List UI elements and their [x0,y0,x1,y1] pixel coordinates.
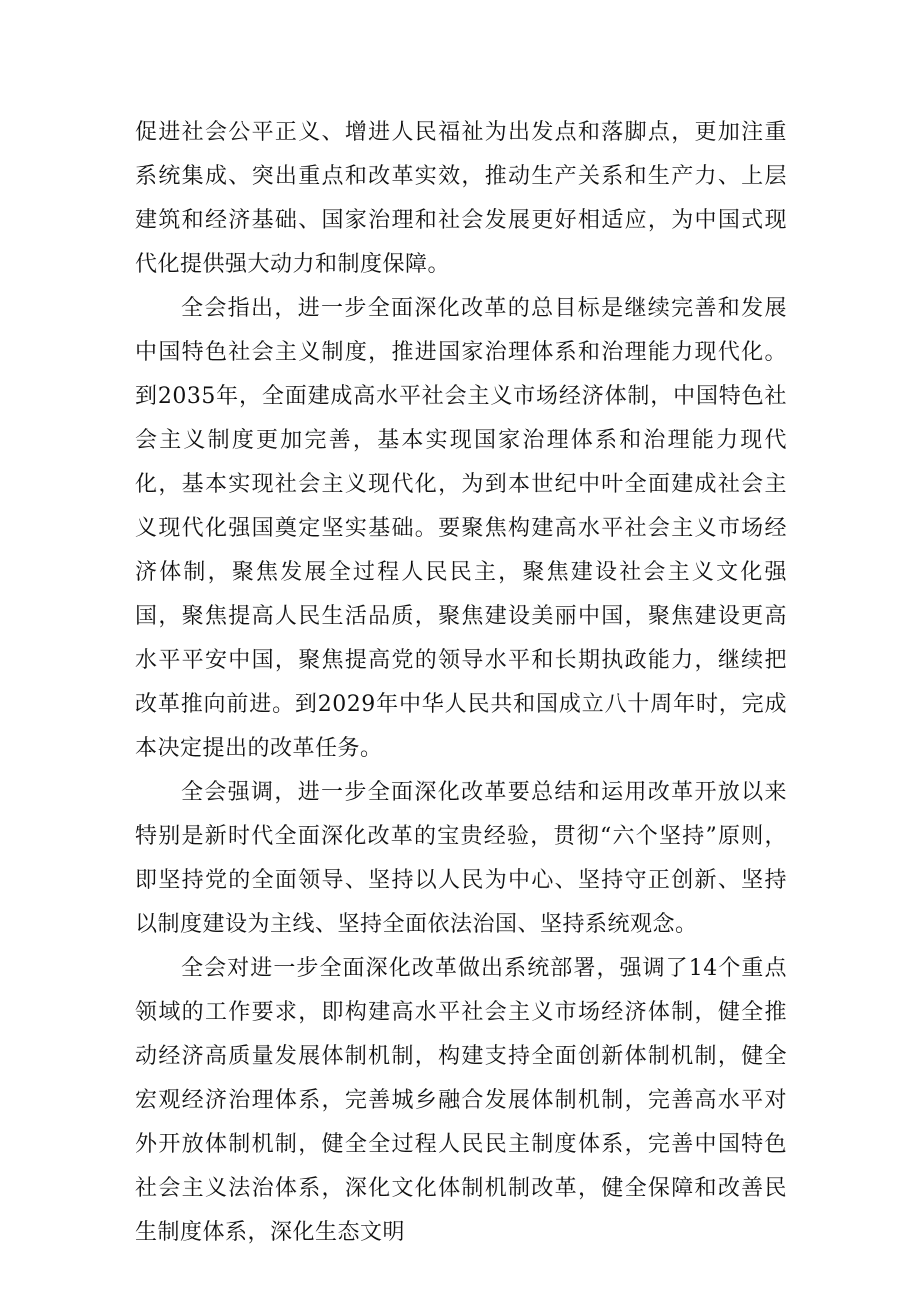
document-body [135,111,787,1255]
paragraph-continuation: 促进社会公平正义、增进人民福祉为出发点和落脚点，更加注重系统集成、突出重点和改革实效，推动生产关系和生产力、上层建筑和经济基础、国家治理和社会发展更好相适应，为中国式现代化提供强大动力和制度保障。 [135,120,787,277]
paragraph-overall-goal: 全会指出，进一步全面深化改革的总目标是继续完善和发展中国特色社会主义制度，推进国家治理体系和治理能力现代化。到2035年，全面建成高水平社会主义市场经济体制，中国特色社会主义制度更加完善，基本实现国家治理体系和治理能力现代化，基本实现社会主义现代化，为到本世纪中叶全面建成社会主义现代化强国奠定坚实基础。要聚焦构建高水平社会主义市场经济体制，聚焦发展全过程人民民主，聚焦建设社会主义文化强国，聚焦提高人民生活品质，聚焦建设美丽中国，聚焦建设更高水平平安中国，聚焦提高党的领导水平和长期执政能力，继续把改革推向前进。到2029年中华人民共和国成立八十周年时，完成本决定提出的改革任务。 [135,296,787,761]
paragraph-key-areas: 全会对进一步全面深化改革做出系统部署，强调了14个重点领域的工作要求，即构建高水平社会主义市场经济体制，健全推动经济高质量发展体制机制，构建支持全面创新体制机制，健全宏观经济治理体系，完善城乡融合发展体制机制，完善高水平对外开放体制机制，健全全过程人民民主制度体系，完善中国特色社会主义法治体系，深化文化体制机制改革，健全保障和改善民生制度体系，深化生态文明 [135,956,787,1245]
paragraph-principles: 全会强调，进一步全面深化改革要总结和运用改革开放以来特别是新时代全面深化改革的宝贵经验，贯彻“六个坚持”原则，即坚持党的全面领导、坚持以人民为中心、坚持守正创新、坚持以制度建设为主线、坚持全面依法治国、坚持系统观念。 [135,780,787,937]
